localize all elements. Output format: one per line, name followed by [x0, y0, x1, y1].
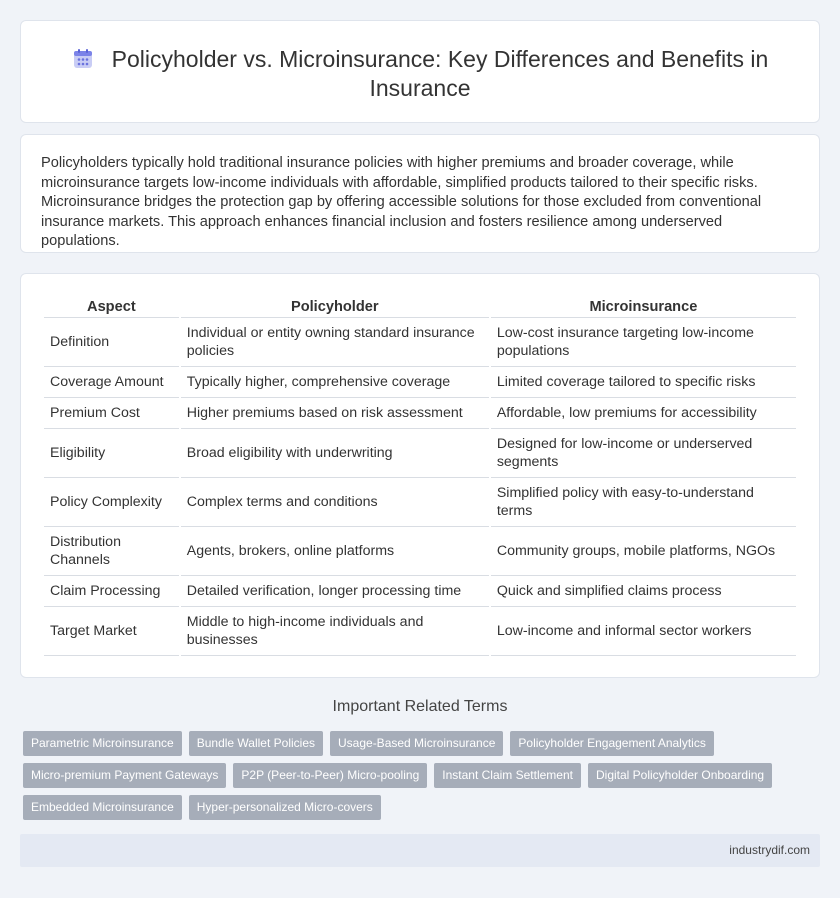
table-row — [44, 576, 796, 607]
comparison-card — [20, 273, 820, 678]
related-tag[interactable]: Policyholder Engagement Analytics — [510, 731, 713, 756]
header-policyholder: Policyholder — [181, 296, 489, 318]
cell-microinsurance: Simplified policy with easy-to-understand terms — [491, 478, 796, 527]
cell-microinsurance: Affordable, low premiums for accessibility — [491, 398, 796, 429]
cell-policyholder: Detailed verification, longer processing time — [181, 576, 489, 607]
cell-aspect: Eligibility — [44, 429, 179, 478]
cell-policyholder: Broad eligibility with underwriting — [181, 429, 489, 478]
table-row — [44, 607, 796, 656]
intro-paragraph: Policyholders typically hold traditional insurance policies with higher premiums and broader coverage, while microinsurance targets low-income individuals with affordable, simplified products tailored to their specific risks. Microinsurance bridges the protection gap by offering accessible solutions for those excluded from conventional insurance markets. This approach enhances financial inclusion and fosters resilience among underserved populations. — [41, 155, 762, 249]
tag-row — [23, 763, 803, 788]
cell-aspect: Policy Complexity — [44, 478, 179, 527]
cell-policyholder: Typically higher, comprehensive coverage — [181, 367, 489, 398]
cell-policyholder: Individual or entity owning standard insurance policies — [181, 318, 489, 367]
table-row — [44, 527, 796, 576]
cell-policyholder: Agents, brokers, online platforms — [181, 527, 489, 576]
cell-policyholder: Middle to high-income individuals and businesses — [181, 607, 489, 656]
calendar-grid-icon — [72, 48, 94, 70]
comparison-table — [42, 296, 798, 656]
related-tag[interactable]: Parametric Microinsurance — [23, 731, 182, 756]
page-title-text: Policyholder vs. Microinsurance: Key Differences and Benefits in Insurance — [111, 46, 769, 101]
related-tags — [23, 731, 803, 827]
cell-aspect: Definition — [44, 318, 179, 367]
related-tag[interactable]: P2P (Peer-to-Peer) Micro-pooling — [233, 763, 427, 788]
cell-aspect: Claim Processing — [44, 576, 179, 607]
footer — [20, 834, 820, 867]
intro-card — [20, 134, 820, 253]
table-row — [44, 478, 796, 527]
cell-aspect: Coverage Amount — [44, 367, 179, 398]
table-header-row — [44, 296, 796, 318]
related-tag[interactable]: Embedded Microinsurance — [23, 795, 182, 820]
cell-aspect: Premium Cost — [44, 398, 179, 429]
related-tag[interactable]: Bundle Wallet Policies — [189, 731, 323, 756]
cell-microinsurance: Low-income and informal sector workers — [491, 607, 796, 656]
tag-row — [23, 731, 803, 756]
cell-policyholder: Complex terms and conditions — [181, 478, 489, 527]
cell-policyholder: Higher premiums based on risk assessment — [181, 398, 489, 429]
cell-microinsurance: Limited coverage tailored to specific risks — [491, 367, 796, 398]
related-tag[interactable]: Digital Policyholder Onboarding — [588, 763, 772, 788]
related-tag[interactable]: Usage-Based Microinsurance — [330, 731, 503, 756]
cell-aspect: Distribution Channels — [44, 527, 179, 576]
table-row — [44, 367, 796, 398]
related-tag[interactable]: Hyper-personalized Micro-covers — [189, 795, 381, 820]
page-title — [21, 45, 819, 103]
header-aspect: Aspect — [44, 296, 179, 318]
related-tag[interactable]: Instant Claim Settlement — [434, 763, 581, 788]
cell-aspect: Target Market — [44, 607, 179, 656]
cell-microinsurance: Designed for low-income or underserved segments — [491, 429, 796, 478]
cell-microinsurance: Quick and simplified claims process — [491, 576, 796, 607]
cell-microinsurance: Low-cost insurance targeting low-income populations — [491, 318, 796, 367]
tag-row — [23, 795, 803, 820]
cell-microinsurance: Community groups, mobile platforms, NGOs — [491, 527, 796, 576]
related-tag[interactable]: Micro-premium Payment Gateways — [23, 763, 226, 788]
table-row — [44, 398, 796, 429]
header-card — [20, 20, 820, 123]
footer-site-link[interactable]: industrydif.com — [729, 843, 810, 857]
table-row — [44, 318, 796, 367]
header-microinsurance: Microinsurance — [491, 296, 796, 318]
related-terms-title: Important Related Terms — [332, 698, 508, 715]
table-row — [44, 429, 796, 478]
